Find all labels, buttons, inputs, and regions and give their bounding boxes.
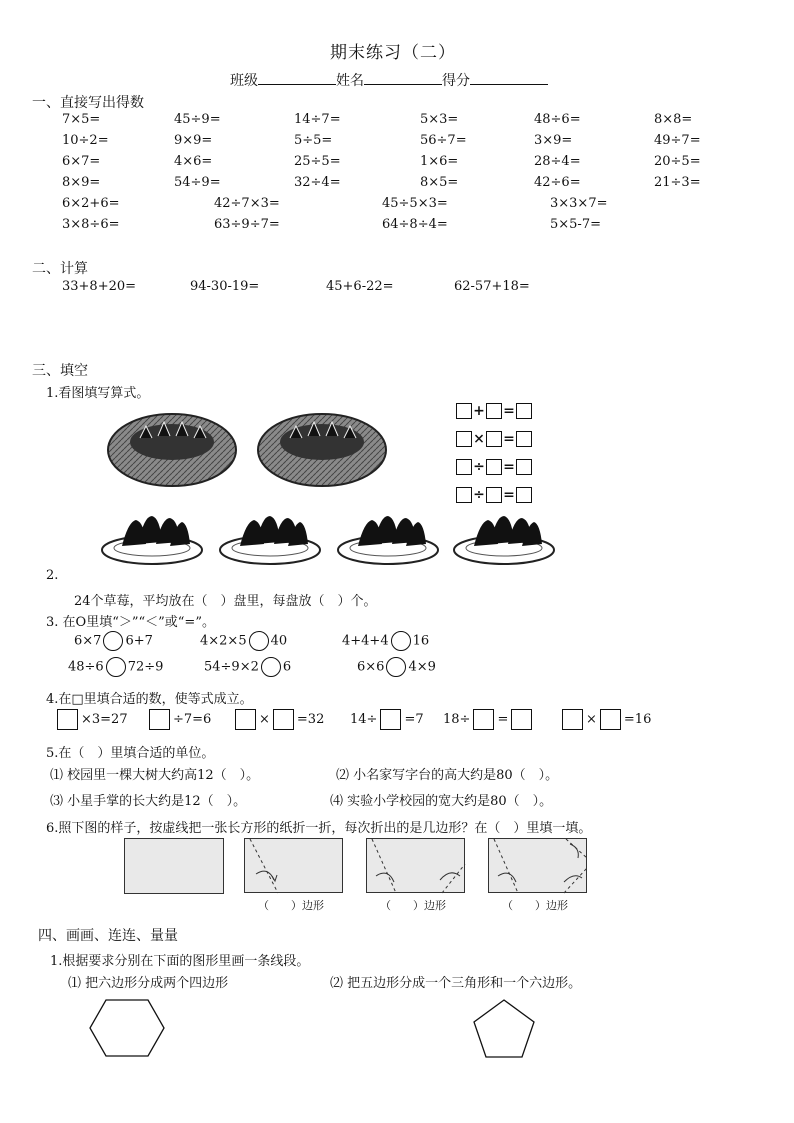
pentagon-instruction: ⑵ 把五边形分成一个三角形和一个六边形。 (330, 976, 582, 991)
equation-row: ÷ = (456, 459, 532, 475)
unit-item: ⑶ 小星手掌的长大约是12（ ）。 (50, 794, 247, 809)
compare-item: 4+4+4 16 (342, 631, 429, 651)
fill-box[interactable] (511, 709, 532, 730)
mental-math-item: 25÷5= (294, 154, 341, 169)
mental-math-item: 21÷3= (654, 175, 701, 190)
mental-math-item: 56÷7= (420, 133, 467, 148)
q2-number: 2. (46, 568, 59, 583)
hexagon-instruction: ⑴ 把六边形分成两个四边形 (68, 976, 229, 991)
fill-equation: × =16 (559, 709, 651, 730)
name-label: 姓名 (336, 73, 364, 89)
section3-heading: 三、填空 (32, 363, 88, 379)
compare-item: 4×2×5 40 (200, 631, 287, 651)
answer-box[interactable] (456, 487, 472, 503)
mental-math-item: 14÷7= (294, 112, 341, 127)
score-blank[interactable] (470, 70, 548, 85)
mental-math-item: 48÷6= (534, 112, 581, 127)
q5-text: 5.在（ ）里填合适的单位。 (46, 746, 215, 761)
page-title: 期末练习（二） (330, 43, 456, 63)
fill-box[interactable] (600, 709, 621, 730)
plate-4 (454, 516, 554, 564)
answer-box[interactable] (486, 431, 502, 447)
nest-right (258, 414, 386, 486)
fill-box[interactable] (380, 709, 401, 730)
hexagon-shape[interactable] (88, 998, 166, 1058)
compare-circle[interactable] (103, 631, 123, 651)
fill-box[interactable] (562, 709, 583, 730)
mental-math-item: 7×5= (62, 112, 101, 127)
mental-math-item: 5÷5= (294, 133, 333, 148)
answer-box[interactable] (456, 459, 472, 475)
fill-equation: × =32 (232, 709, 324, 730)
unit-item: ⑷ 实验小学校园的宽大约是80（ ）。 (330, 794, 553, 809)
class-blank[interactable] (258, 70, 336, 85)
mental-math-item: 45÷9= (174, 112, 221, 127)
mental-math-item: 3×3×7= (550, 196, 608, 211)
plate-2 (220, 516, 320, 564)
compare-item: 6×7 6+7 (74, 631, 153, 651)
calc-item: 62-57+18= (454, 279, 530, 294)
compare-circle[interactable] (106, 657, 126, 677)
equation-row: + = (456, 403, 532, 419)
plate-1 (102, 516, 202, 564)
fill-equation: 18÷ = (443, 709, 535, 730)
nest-left (108, 414, 236, 486)
q6-text: 6.照下图的样子，按虚线把一张长方形的纸折一折，每次折出的是几边形？在（ ）里填一填。 (46, 821, 592, 836)
polygon-answer-label: （ ）边形 (380, 899, 446, 912)
unit-item: ⑴ 校园里一棵大树大约高12（ ）。 (50, 768, 260, 783)
compare-circle[interactable] (386, 657, 406, 677)
calc-item: 94-30-19= (190, 279, 260, 294)
mental-math-item: 9×9= (174, 133, 213, 148)
section1-heading: 一、直接写出得数 (32, 95, 144, 111)
name-blank[interactable] (364, 70, 442, 85)
fill-box[interactable] (57, 709, 78, 730)
unit-item: ⑵ 小名家写字台的高大约是80（ ）。 (336, 768, 559, 783)
mental-math-item: 49÷7= (654, 133, 701, 148)
plate-3 (338, 516, 438, 564)
paper-fold-2 (366, 838, 466, 894)
fill-equation: ×3=27 (54, 709, 128, 730)
answer-box[interactable] (516, 487, 532, 503)
paper-fold-3 (488, 838, 588, 894)
q4-text: 4.在□里填合适的数，使等式成立。 (46, 692, 253, 707)
compare-circle[interactable] (261, 657, 281, 677)
mental-math-item: 5×3= (420, 112, 459, 127)
polygon-answer-label: （ ）边形 (258, 899, 324, 912)
compare-item: 54÷9×2 6 (204, 657, 291, 677)
polygon-answer-label: （ ）边形 (502, 899, 568, 912)
fill-box[interactable] (149, 709, 170, 730)
q3-text: 3. 在O里填“＞”“＜”或“=”。 (46, 615, 215, 630)
mental-math-item: 28÷4= (534, 154, 581, 169)
mental-math-item: 8×9= (62, 175, 101, 190)
pentagon-shape[interactable] (472, 998, 536, 1060)
calc-item: 45+6-22= (326, 279, 394, 294)
calc-item: 33+8+20= (62, 279, 137, 294)
compare-item: 6×6 4×9 (357, 657, 436, 677)
mental-math-item: 54÷9= (174, 175, 221, 190)
compare-circle[interactable] (391, 631, 411, 651)
fill-box[interactable] (235, 709, 256, 730)
mental-math-item: 42÷6= (534, 175, 581, 190)
paper-fold-1 (244, 838, 344, 894)
paper-rectangle (124, 838, 224, 894)
answer-box[interactable] (486, 459, 502, 475)
compare-circle[interactable] (249, 631, 269, 651)
mental-math-item: 8×8= (654, 112, 693, 127)
mental-math-item: 20÷5= (654, 154, 701, 169)
mental-math-item: 5×5-7= (550, 217, 601, 232)
mental-math-item: 42÷7×3= (214, 196, 280, 211)
answer-box[interactable] (516, 459, 532, 475)
section4-heading: 四、画画、连连、量量 (38, 928, 178, 944)
score-label: 得分 (442, 73, 470, 89)
q2-text: 24个草莓，平均放在（ ）盘里，每盘放（ ）个。 (74, 594, 377, 609)
answer-box[interactable] (486, 403, 502, 419)
mental-math-item: 6×2+6= (62, 196, 120, 211)
mental-math-item: 1×6= (420, 154, 459, 169)
mental-math-item: 6×7= (62, 154, 101, 169)
fill-equation: ÷7=6 (146, 709, 211, 730)
answer-box[interactable] (516, 403, 532, 419)
answer-box[interactable] (456, 403, 472, 419)
compare-item: 48÷6 72÷9 (68, 657, 163, 677)
equation-row: × = (456, 431, 532, 447)
mental-math-item: 3×8÷6= (62, 217, 120, 232)
mental-math-item: 32÷4= (294, 175, 341, 190)
answer-box[interactable] (516, 431, 532, 447)
mental-math-item: 3×9= (534, 133, 573, 148)
fill-box[interactable] (273, 709, 294, 730)
equation-row: ÷ = (456, 487, 532, 503)
q1-text: 1.看图填写算式。 (46, 386, 150, 401)
student-info-line (230, 70, 548, 90)
s4-q1-text: 1.根据要求分别在下面的图形里画一条线段。 (50, 954, 310, 969)
mental-math-item: 63÷9÷7= (214, 217, 280, 232)
mental-math-item: 4×6= (174, 154, 213, 169)
mental-math-item: 45÷5×3= (382, 196, 448, 211)
section2-heading: 二、计算 (32, 261, 88, 277)
mental-math-item: 8×5= (420, 175, 459, 190)
answer-box[interactable] (456, 431, 472, 447)
fill-equation: 14÷ =7 (350, 709, 424, 730)
answer-box[interactable] (486, 487, 502, 503)
fill-box[interactable] (473, 709, 494, 730)
class-label: 班级 (230, 73, 258, 89)
mental-math-item: 10÷2= (62, 133, 109, 148)
mental-math-item: 64÷8÷4= (382, 217, 448, 232)
